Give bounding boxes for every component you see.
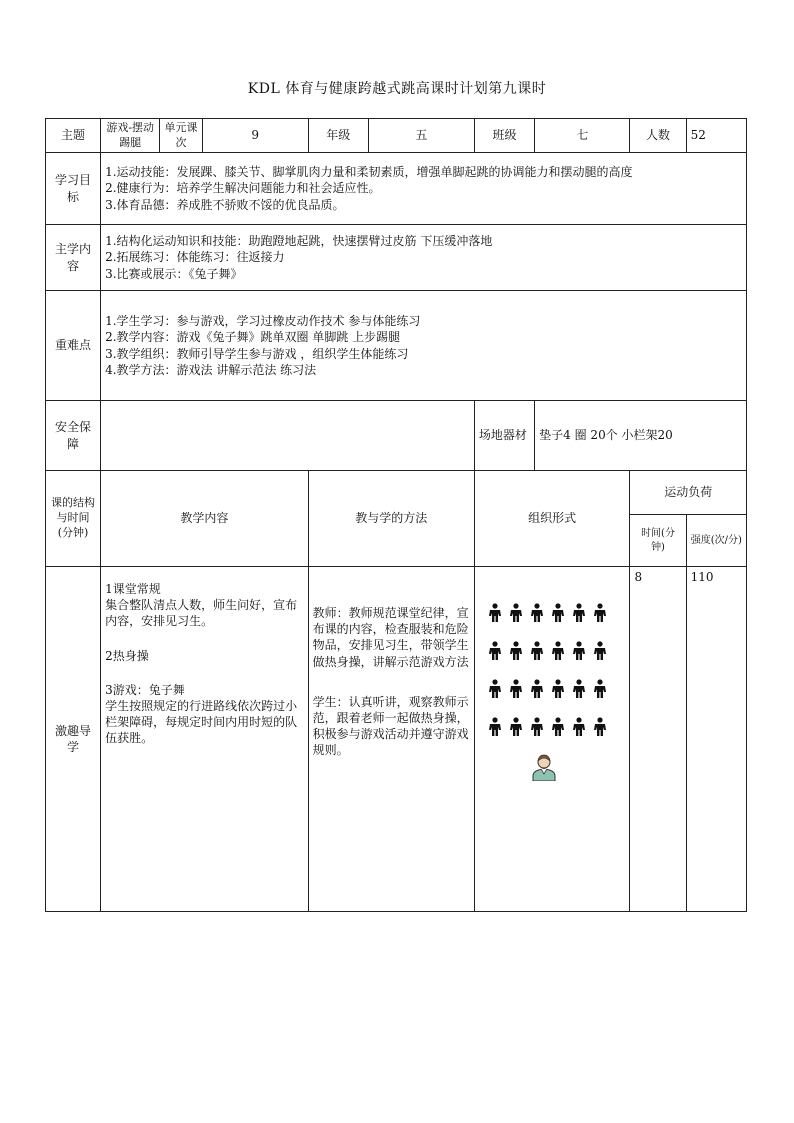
section-method: [308, 567, 474, 912]
teacher-method: 教师：教师规范课堂纪律，宣布课的内容，检查服装和危险物品，安排见习生，带领学生做热身操，讲解示范游戏方法: [312, 606, 469, 669]
structure-label: 课的结构与时间(分钟): [46, 471, 101, 567]
formation-diagram: [475, 567, 630, 781]
main-content-item: 3.比赛或展示：《兔子舞》: [105, 266, 243, 281]
main-content-item: 2.拓展练习：体能练习：往返接力: [105, 250, 285, 265]
student-figure-icon: [529, 603, 545, 623]
venue-value: 垫子4 圈 20个 小栏架20: [535, 401, 747, 471]
student-figure-icon: [487, 717, 503, 737]
formation-row: [487, 603, 630, 623]
time-header: 时间(分钟): [630, 515, 686, 567]
goals-label: 学习目标: [46, 153, 101, 225]
formation-row: [487, 641, 630, 661]
formation-row: [487, 717, 630, 737]
content-line: 学生按照规定的行进路线依次跨过小栏架障碍，每规定时间内用时短的队伍获胜。: [105, 698, 298, 746]
content-line: 2热身操: [105, 648, 149, 663]
main-content-label: 主学内容: [46, 225, 101, 291]
main-content-row: [46, 225, 747, 291]
content-header: 教学内容: [101, 471, 309, 567]
class-value: 七: [535, 119, 630, 153]
student-figure-icon: [529, 679, 545, 699]
main-content-list: [101, 225, 747, 291]
grade-value: 五: [368, 119, 474, 153]
intensity-header: 强度(次/分): [686, 515, 746, 567]
header-row: [46, 119, 747, 153]
structure-header-row: [46, 471, 747, 515]
student-figure-icon: [592, 641, 608, 661]
grade-label: 年级: [308, 119, 368, 153]
key-points-row: [46, 291, 747, 401]
section-label: 激趣导学: [46, 567, 101, 912]
topic-value: 游戏-摆动踢腿: [101, 119, 160, 153]
content-line: 集合整队清点人数，师生问好，宣布内容，安排见习生。: [105, 598, 298, 629]
key-points-list: [101, 291, 747, 401]
key-point-item: 4.教学方法：游戏法 讲解示范法 练习法: [105, 362, 317, 377]
unit-label: 单元课次: [160, 119, 202, 153]
student-figure-icon: [487, 641, 503, 661]
count-label: 人数: [630, 119, 686, 153]
key-point-item: 3.教学组织：教师引导学生参与游戏 ，组织学生体能练习: [105, 346, 409, 361]
key-point-item: 2.教学内容：游戏《兔子舞》跳单双圈 单脚跳 上步踢腿: [105, 330, 401, 345]
lesson-plan-table: [45, 118, 747, 912]
unit-value: 9: [202, 119, 308, 153]
student-figure-icon: [487, 603, 503, 623]
topic-label: 主题: [46, 119, 101, 153]
goal-item: 3.体育品德：养成胜不骄败不馁的优良品质。: [105, 197, 345, 212]
goal-item: 1.运动技能：发展踝、膝关节、脚掌肌肉力量和柔韧素质，增强单脚起跳的协调能力和摆动腿的高度: [105, 165, 633, 180]
count-value: 52: [686, 119, 746, 153]
student-figure-icon: [508, 603, 524, 623]
section-row: [46, 567, 747, 912]
section-content: [101, 567, 309, 912]
student-figure-icon: [529, 641, 545, 661]
content-line: 3游戏：兔子舞: [105, 682, 185, 697]
method-header: 教与学的方法: [308, 471, 474, 567]
safety-value: [101, 401, 475, 471]
load-header: 运动负荷: [630, 471, 747, 515]
student-figure-icon: [571, 603, 587, 623]
goals-row: [46, 153, 747, 225]
student-figure-icon: [592, 603, 608, 623]
teacher-avatar-icon: [531, 753, 557, 781]
student-figure-icon: [508, 717, 524, 737]
student-figure-icon: [550, 717, 566, 737]
safety-row: [46, 401, 747, 471]
section-formation: [474, 567, 630, 912]
student-figure-icon: [571, 641, 587, 661]
student-figure-icon: [592, 717, 608, 737]
safety-label: 安全保障: [46, 401, 101, 471]
key-points-label: 重难点: [46, 291, 101, 401]
student-figure-icon: [508, 641, 524, 661]
goals-list: [101, 153, 747, 225]
goal-item: 2.健康行为：培养学生解决问题能力和社会适应性。: [105, 181, 381, 196]
student-figure-icon: [508, 679, 524, 699]
student-figure-icon: [571, 679, 587, 699]
student-figure-icon: [550, 679, 566, 699]
main-content-item: 1.结构化运动知识和技能：助跑蹬地起跳，快速摆臂过皮筋 下压缓冲落地: [105, 234, 493, 249]
student-figure-icon: [529, 717, 545, 737]
venue-label: 场地器材: [474, 401, 534, 471]
student-method: 学生：认真听讲，观察教师示范，跟着老师一起做热身操，积极参与游戏活动并遵守游戏规则。: [312, 694, 469, 758]
formation-row: [487, 679, 630, 699]
class-label: 班级: [474, 119, 534, 153]
student-figure-icon: [550, 641, 566, 661]
section-time: 8: [630, 567, 686, 912]
student-figure-icon: [550, 603, 566, 623]
student-figure-icon: [571, 717, 587, 737]
organization-header: 组织形式: [474, 471, 630, 567]
content-line: 1课堂常规: [105, 582, 161, 596]
student-figure-icon: [592, 679, 608, 699]
section-intensity: 110: [686, 567, 746, 912]
key-point-item: 1.学生学习：参与游戏，学习过橡皮动作技术 参与体能练习: [105, 314, 421, 329]
page-title: KDL 体育与健康跨越式跳高课时计划第九课时: [247, 81, 547, 97]
student-figure-icon: [487, 679, 503, 699]
